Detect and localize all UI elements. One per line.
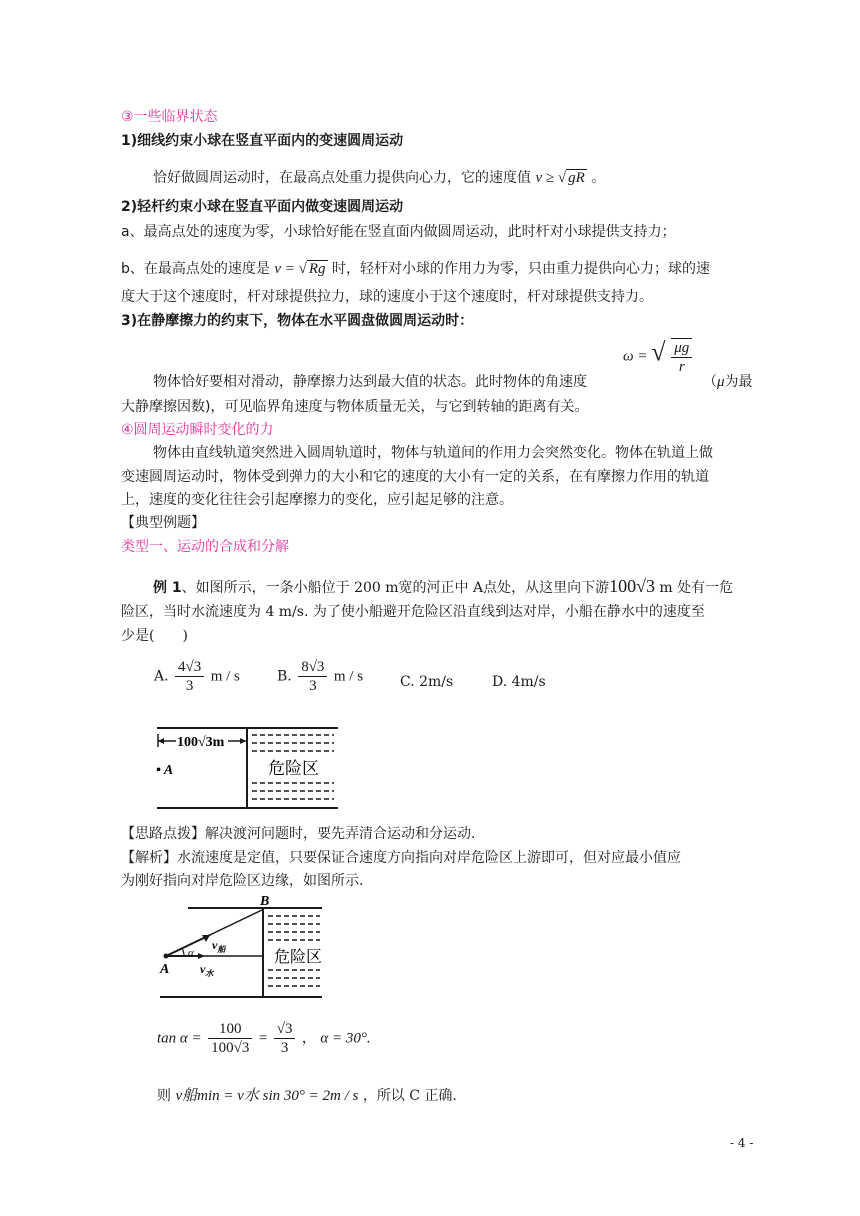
item-3-line2: 大静摩擦因数)，可见临界角速度与物体质量无关，与它到转轴的距离有关。 (121, 399, 589, 415)
page-number: - 4 - (730, 1136, 754, 1150)
example-1-line2: 险区，当时水流速度为 4 m/s. 为了使小船避开危险区沿直线到达对岸，小船在静水中的速度至 (121, 604, 705, 620)
item-3-mu: μ (717, 374, 725, 390)
option-c: C. 2m/s (400, 674, 454, 690)
section-4-p3: 上，速度的变化往往会引起摩擦力的变化，应引起足够的注意。 (121, 492, 513, 508)
option-a-denominator: 3 (185, 678, 194, 694)
final-post: ，所以 C 正确. (362, 1088, 457, 1104)
figure-1-point-a: • A (156, 763, 174, 778)
option-a-label: A. (154, 668, 169, 685)
item-2-b-post: 时，轻杆对小球的作用力为零，只由重力提供向心力；球的速 (331, 261, 710, 277)
figure-2-label-b: B (260, 894, 270, 909)
item-2-a: a、最高点处的速度为零，小球恰好能在竖直面内做圆周运动，此时杆对小球提供支持力； (121, 224, 676, 240)
figure-2-angle-arc (182, 948, 184, 956)
figure-2-alpha: α (188, 947, 194, 959)
example-1-text-a: 、如图所示，一条小船位于 200 m宽的河正中 A点处，从这里向下游 (181, 580, 610, 596)
tan-comma: ， (301, 1030, 316, 1047)
item-2-title: 2)轻杆约束小球在竖直平面内做变速圆周运动 (121, 199, 404, 215)
figure-2-label-a: A (160, 962, 170, 977)
figure-1-river-diagram (150, 722, 340, 814)
figure-1-danger-label: 危险区 (268, 759, 319, 778)
figure-2-vector-diagram (150, 894, 325, 1006)
tan-lhs: tan α = (157, 1030, 202, 1047)
final-pre: 则 (157, 1088, 171, 1104)
item-3-paren: （ (703, 374, 717, 390)
option-b-unit: m / s (333, 668, 364, 685)
item-2-b-pre: b、在最高点处的速度是 (121, 261, 270, 277)
option-b-label: B. (277, 668, 292, 685)
example-1-label: 例 1 (153, 580, 182, 596)
tan-denominator-2: 3 (280, 1040, 289, 1056)
type-1-title: 类型一、运动的合成和分解 (121, 539, 289, 555)
item-3-formula: ω = √ $\frac{\mu g}{r}$ (623, 338, 694, 376)
figure-2-v-water-sub: 水 (205, 969, 214, 978)
example-1-line3: 少是( ) (121, 628, 188, 644)
figure-2-point-a-dot (164, 954, 169, 959)
figure-2-v-boat-label (212, 938, 226, 954)
item-1-formula: v ≥ √ gR (535, 170, 585, 186)
item-1-text (153, 168, 605, 188)
section-4-p2: 变速圆周运动时，物体受到弹力的大小和它的速度的大小有一定的关系，在有摩擦力作用的轨道 (121, 469, 709, 485)
option-d: D. 4m/s (492, 674, 546, 690)
final-formula: v船min = v水 sin 30° = 2m / s (175, 1088, 359, 1104)
section-4-p1: 物体由直线轨道突然进入圆周轨道时，物体与轨道间的作用力会突然变化。物体在轨道上做 (153, 445, 713, 461)
tan-equation (157, 1020, 371, 1057)
final-answer-line (157, 1086, 457, 1106)
analysis-line1: 【解析】水流速度是定值，只要保证合速度方向指向对岸危险区上游即可，但对应最小值应 (121, 850, 681, 866)
item-3-title: 3)在静摩擦力的约束下，物体在水平圆盘做圆周运动时： (121, 313, 474, 329)
figure-2-v-water-label (200, 962, 214, 978)
option-b (277, 658, 363, 695)
option-b-denominator: 3 (309, 678, 317, 694)
item-2-b-line2: 度大于这个速度时，杆对球提供拉力，球的速度小于这个速度时，杆对球提供支持力。 (121, 289, 653, 305)
section-4-title: ④圆周运动瞬时变化的力 (121, 422, 274, 438)
example-1-text-b: m 处有一危 (654, 580, 734, 596)
examples-header: 【典型例题】 (121, 515, 205, 531)
analysis-line2: 为刚好指向对岸危险区边缘，如图所示. (121, 873, 364, 889)
option-b-numerator: 8√3 (298, 658, 327, 677)
figure-1-arrow-right (240, 738, 246, 744)
example-1-distance: 100√3 (609, 576, 655, 596)
alpha-result: α = 30°. (320, 1030, 371, 1047)
figure-2-danger-label: 危险区 (274, 949, 323, 966)
tan-numerator-2: √3 (274, 1020, 296, 1039)
figure-2-v-boat-sub: 船 (217, 945, 226, 954)
option-a-unit: m / s (210, 668, 240, 685)
item-1-title: 1)细线约束小球在竖直平面内的变速圆周运动 (121, 133, 404, 149)
item-3-text: 物体恰好要相对滑动，静摩擦力达到最大值的状态。此时物体的角速度 (153, 374, 587, 390)
figure-2-v-water-head (198, 953, 205, 959)
item-1-end: 。 (591, 170, 606, 186)
tan-equals: = (258, 1030, 268, 1047)
figure-2-v-boat-v: v (212, 938, 218, 952)
item-1-body: 恰好做圆周运动时，在最高点处重力提供向心力，它的速度值 (153, 170, 531, 186)
example-1-line1 (153, 576, 733, 598)
hint-text: 【思路点拨】解决渡河问题时，要先弄清合运动和分运动. (121, 826, 476, 842)
section-3-title: ③一些临界状态 (121, 109, 218, 125)
figure-1-arrow-left (158, 738, 164, 744)
item-2-b-formula: v = √ Rg (274, 261, 326, 277)
item-3-tail: 为最 (724, 374, 753, 390)
option-a-numerator: 4√3 (175, 658, 204, 677)
tan-numerator-1: 100 (208, 1020, 252, 1039)
option-a (154, 658, 240, 695)
figure-2-v-water-v: v (200, 962, 206, 976)
item-2-b (121, 259, 710, 279)
tan-denominator-1: 100√3 (211, 1040, 250, 1056)
figure-1-distance-label: 100√3m (177, 735, 225, 750)
item-3-paren-group (703, 372, 753, 392)
